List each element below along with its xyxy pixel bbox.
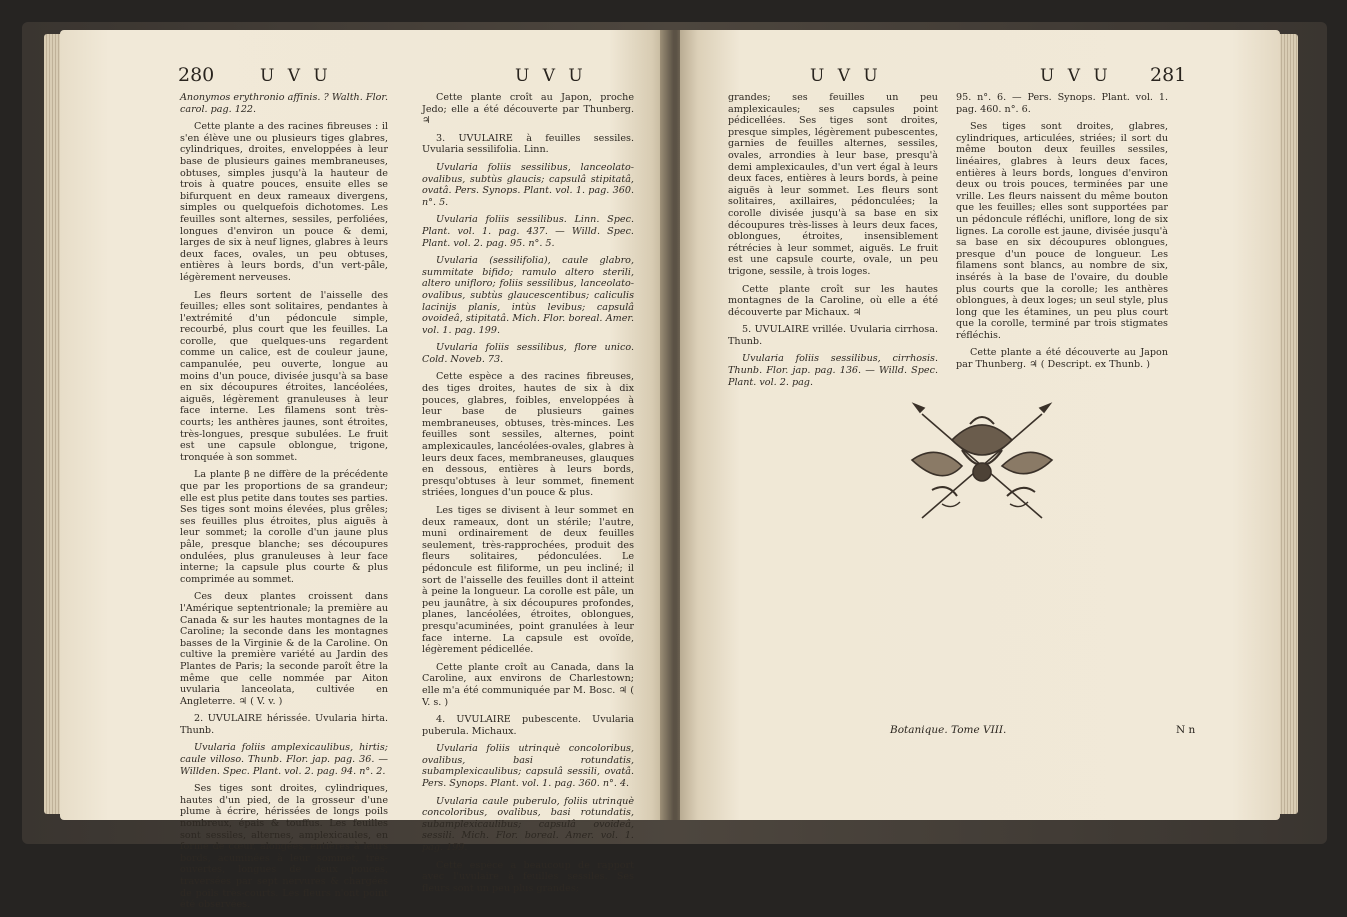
paragraph: Ces deux plantes croissent dans l'Amérique septentrionale; la première au Canada & sur les hautes montagnes de la Caroline; la seconde dans les montagnes basses de la Virginie & de la Caroline. On cultive la première variété au Jardin des Plantes de Paris; la seconde paroît être la même que celle nommée par Aiton uvularia lanceolata, cultivée en Angleterre. ♃ ( V. v. ) bbox=[180, 591, 388, 707]
text-column-2 bbox=[956, 92, 1168, 377]
paragraph: Les tiges se divisent à leur sommet en deux rameaux, dont un stérile; l'autre, muni ordinairement de deux feuilles seulement, très-rapprochées, produit des fleurs solitaires, pédonculées. Le pédoncule est filiforme, un peu incliné; il sort de l'aisselle des feuilles dont il atteint à peine la longueur. La corolle est pâle, un peu jaunâtre, à six découpures profondes, planes, lancéolées, étroites, oblongues, presqu'acuminées, point granulées à leur face interne. La capsule est ovoïde, légèrement pédicellée. bbox=[422, 505, 634, 656]
page-number-left: 280 bbox=[178, 64, 215, 86]
paragraph: Cette espèce a beaucoup de rapport avec l'uvulaire à feuilles sessiles. Ses fleurs sont un peu plus grandes; bbox=[422, 859, 634, 894]
paragraph: Les fleurs sortent de l'aisselle des feuilles; elles sont solitaires, pendantes à l'extrémité d'un pédoncule simple, recourbé, plus court que les feuilles. La corolle, que quelques-uns regardent comme un calice, est de couleur jaune, campanulée, peu ouverte, longue au moins d'un pouce, divisée jusqu'à sa base en six découpures étroites, lancéolées, aiguës, légèrement granuleuses à leur face interne. Les filamens sont très-courts; les anthères jaunes, sont étroites, très-longues, presque subulées. Le fruit est une capsule oblongue, trigone, tronquée à son sommet. bbox=[180, 289, 388, 463]
paragraph: grandes; ses feuilles un peu amplexicaules; ses capsules point pédicellées. Ses tiges sont droites, presque simples, légèrement pubescentes, garnies de feuilles alternes, sessiles, ovales, arrondies à leur base, presqu'à demi amplexicaules, d'un vert égal à leurs deux faces, entières à leurs bords, à peine aiguës à leur sommet. Les fleurs sont solitaires, axillaires, pédonculées; la corolle divisée jusqu'à sa base en six découpures très-lisses à leurs deux faces, oblongues, étroites, insensiblement rétrécies à leur sommet, aiguës. Le fruit est une capsule courte, ovale, un peu trigone, sessile, à trois loges. bbox=[728, 92, 938, 277]
synonym: Uvularia foliis amplexicaulibus, hirtis; caule villoso. Thunb. Flor. jap. pag. 36. — Willden. Spec. Plant. vol. 2. pag. 94. n°. 2. bbox=[180, 742, 388, 777]
page-footer: Botanique. Tome VIII. bbox=[890, 724, 1007, 736]
paragraph: Ses tiges sont droites, glabres, cylindriques, articulées, striées; il sort du même bouton deux feuilles sessiles, linéaires, glabres à leurs deux faces, entières à leurs bords, longues d'environ deux ou trois pouces, terminées par une vrille. Les fleurs naissent du même bouton que les feuilles; elles sont supportées par un pédoncule réfléchi, uniflore, long de six lignes. La corolle est jaune, divisée jusqu'à sa base en six découpures oblongues, presque d'un pouce de longueur. Les filamens sont blancs, au nombre de six, insérés à la base de l'ovaire, du double plus courts que la corolle; les anthères oblongues, à deux loges; un seul style, plus long que les étamines, un peu plus court que la corolle, terminé par trois stigmates réfléchis. bbox=[956, 121, 1168, 341]
species-heading: 5. UVULAIRE vrillée. Uvularia cirrhosa. Thunb. bbox=[728, 324, 938, 347]
text-column-1 bbox=[180, 92, 388, 917]
paragraph: Cette plante croît sur les hautes montagnes de la Caroline, où elle a été découverte par Michaux. ♃ bbox=[728, 283, 938, 318]
species-heading: 2. UVULAIRE hérissée. Uvularia hirta. Thunb. bbox=[180, 713, 388, 736]
page-number-right: 281 bbox=[1150, 64, 1187, 86]
paragraph: Cette plante croît au Japon, proche Jedo; elle a été découverte par Thunberg. ♃ bbox=[422, 92, 634, 127]
paragraph: La plante β ne diffère de la précédente que par les proportions de sa grandeur; elle est plus petite dans toutes ses parties. Ses tiges sont moins élevées, plus grêles; ses feuilles plus étroites, plus aiguës à leur sommet; la corolle d'un jaune plus pâle, presque blanche; ses découpures ondulées, plus granuleuses à leur face interne; la capsule plus courte & plus comprimée au sommet. bbox=[180, 469, 388, 585]
running-header: U V U bbox=[810, 66, 882, 86]
synonym: Uvularia foliis sessilibus, cirrhosis. Thunb. Flor. jap. pag. 136. — Willd. Spec. Plant. vol. 2. pag. bbox=[728, 353, 938, 388]
right-page bbox=[680, 30, 1280, 820]
paragraph: Cette espèce a des racines fibreuses, des tiges droites, hautes de six à dix pouces, glabres, foibles, enveloppées à leur base de plusieurs gaines membraneuses, obtuses, très-minces. Les feuilles sont sessiles, alternes, point amplexicaules, lancéolées-ovales, glabres à leurs deux faces, membraneuses, glauques en dessous, entières à leurs bords, presqu'obtuses à leur sommet, finement striées, longues d'un pouce & plus. bbox=[422, 371, 634, 499]
running-header: U V U bbox=[1040, 66, 1112, 86]
ornament-trophy-vignette bbox=[892, 400, 1072, 530]
running-header: U V U bbox=[515, 66, 587, 86]
species-heading: 3. UVULAIRE à feuilles sessiles. Uvularia sessilifolia. Linn. bbox=[422, 132, 634, 156]
text-column-2 bbox=[422, 92, 634, 900]
synonym: Uvularia foliis sessilibus, lanceolato-ovalibus, subtùs glaucis; capsulâ stipitatâ, ovatâ. Pers. Synops. Plant. vol. 1. pag. 360. n°. 5. bbox=[422, 161, 634, 208]
synonym: Uvularia (sessilifolia), caule glabro, summitate bifido; ramulo altero sterili, altero unifloro; foliis sessilibus, lanceolato-ovalibus, subtùs glaucescentibus; caliculis lacinijs planis, intùs levibus; capsulâ ovoideâ, stipitatâ. Mich. Flor. boreal. Amer. vol. 1. pag. 199. bbox=[422, 255, 634, 336]
text-column-1 bbox=[728, 92, 938, 394]
synonym: Uvularia foliis sessilibus, flore unico. Cold. Noveb. 73. bbox=[422, 342, 634, 365]
paragraph: Ses tiges sont droites, cylindriques, hautes d'un pied, de la grosseur d'une plume à écrire, hérissées de longs poils nombreux, épais & touffus. Les feuilles sont sessiles, alternes, amplexicaules, en forme de cœur, alongées, entières à leurs bords, acuminées à leur sommet, très-ouvertes, longues de deux pouces, traversées par sept nervures & chargées de poils très-courts. Les fleurs n'ont point été observées. bbox=[180, 783, 388, 911]
running-header: U V U bbox=[260, 66, 332, 86]
synonym: Uvularia foliis utrinquè concoloribus, ovalibus, basi rotundatis, subamplexicaulibus; capsulâ sessili, ovatâ. Pers. Synops. Plant. vol. 1. pag. 360. n°. 4. bbox=[422, 743, 634, 790]
species-heading: 4. UVULAIRE pubescente. Uvularia puberula. Michaux. bbox=[422, 714, 634, 737]
paragraph: Cette plante croît au Canada, dans la Caroline, aux environs de Charlestown; elle m'a été communiquée par M. Bosc. ♃ ( V. s. ) bbox=[422, 661, 634, 708]
synonym: Uvularia foliis sessilibus. Linn. Spec. Plant. vol. 1. pag. 437. — Willd. Spec. Plant. vol. 2. pag. 95. n°. 5. bbox=[422, 214, 634, 249]
paragraph: 95. n°. 6. — Pers. Synops. Plant. vol. 1. pag. 460. n°. 6. bbox=[956, 92, 1168, 115]
paragraph: Anonymos erythronio affinis. ? Walth. Flor. carol. pag. 122. bbox=[180, 92, 388, 115]
left-page bbox=[60, 30, 670, 911]
signature-mark: N n bbox=[1176, 724, 1196, 736]
synonym: Uvularia caule puberulo, foliis utrinquè concoloribus, ovalibus, basi rotundatis, subamplexicaulibus; capsulâ ovoideâ, sessili. Mich. Flor. boreal. Amer. vol. 1. pag. 199. bbox=[422, 795, 634, 854]
paragraph: Cette plante a des racines fibreuses : il s'en élève une ou plusieurs tiges glabres, cylindriques, droites, enveloppées à leur base de plusieurs gaines membraneuses, obtuses, simples jusqu'à la hauteur de trois à quatre pouces, ensuite elles se bifurquent en deux rameaux divergens, simples ou quelquefois dichotomes. Les feuilles sont alternes, sessiles, perfoliées, longues d'environ un pouce & demi, larges de six à neuf lignes, glabres à leurs deux faces, ovales, un peu obtuses, entières à leurs bords, d'un vert-pâle, légèrement nerveuses. bbox=[180, 121, 388, 283]
paragraph: Cette plante a été découverte au Japon par Thunberg. ♃ ( Descript. ex Thunb. ) bbox=[956, 347, 1168, 371]
